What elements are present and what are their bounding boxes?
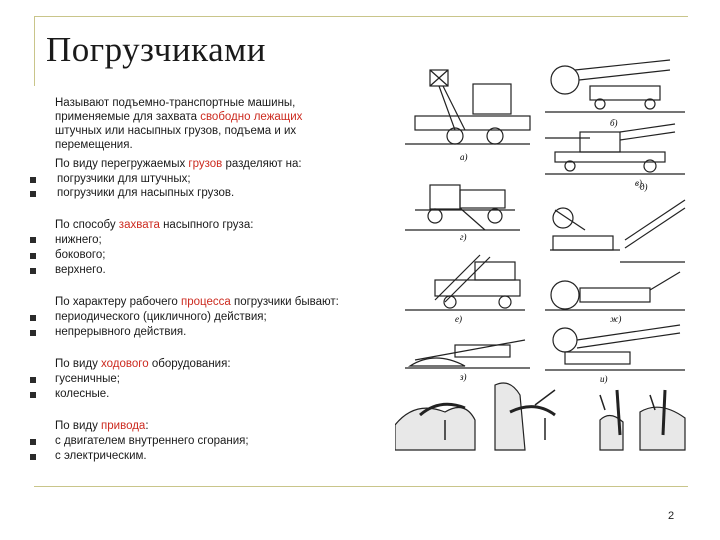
figure-label: д) xyxy=(640,182,648,192)
figure-label: б) xyxy=(610,118,618,128)
definition-line xyxy=(55,110,302,124)
loader-drawing-c xyxy=(545,124,685,174)
running-gear-heading xyxy=(55,357,231,371)
definition-highlight: свободно лежащих xyxy=(200,111,303,123)
bullet-marker xyxy=(30,439,36,445)
heading-text: насыпного груза: xyxy=(159,219,254,231)
figure-label: е) xyxy=(455,314,462,324)
loader-drawing-a xyxy=(405,70,530,144)
heading-highlight: ходового xyxy=(101,358,149,370)
loader-drawing-b xyxy=(545,60,685,112)
bullet-marker xyxy=(30,237,36,243)
heading-highlight: привода xyxy=(101,420,146,432)
heading-highlight: грузов xyxy=(188,158,223,170)
bullet-marker xyxy=(30,177,36,183)
list-item: погрузчики для насыпных грузов. xyxy=(57,187,235,199)
heading-highlight: захвата xyxy=(118,219,160,231)
list-item: с двигателем внутреннего сгорания; xyxy=(55,435,249,447)
loader-drawing-i xyxy=(545,325,685,370)
frame-top-line xyxy=(34,16,688,17)
frame-bottom-line xyxy=(34,486,688,487)
bullet-marker xyxy=(30,191,36,197)
grab-diagram-side xyxy=(495,383,555,450)
figure-label: ж) xyxy=(610,314,622,324)
page-number: 2 xyxy=(668,510,675,522)
heading-text: По виду xyxy=(55,358,102,370)
loader-drawing-d xyxy=(405,185,520,230)
figure-label: а) xyxy=(460,152,468,162)
loader-drawing-h xyxy=(405,340,530,368)
heading-text: По характеру рабочего xyxy=(55,296,182,308)
definition-line: Называют подъемно-транспортные машины, xyxy=(55,97,296,109)
heading-text: По виду xyxy=(55,420,102,432)
drive-heading xyxy=(55,419,149,433)
list-item: погрузчики для штучных; xyxy=(57,173,191,185)
list-item: верхнего. xyxy=(55,264,106,276)
list-item: с электрическим. xyxy=(55,450,147,462)
figure-label: г) xyxy=(460,232,467,242)
slide-title: Погрузчиками xyxy=(46,30,267,69)
definition-line: штучных или насыпных грузов, подъема и их xyxy=(55,125,297,137)
grab-diagram-top xyxy=(600,390,685,450)
grab-heading xyxy=(55,218,253,232)
definition-text-part: применяемые для захвата xyxy=(55,111,201,123)
grab-diagram-bottom xyxy=(395,404,475,450)
heading-text: разделяют на: xyxy=(222,158,302,170)
cargo-heading xyxy=(55,157,302,171)
heading-text: оборудования: xyxy=(148,358,231,370)
heading-highlight: процесса xyxy=(181,296,231,308)
definition-line: перемещения. xyxy=(55,139,133,151)
bullet-marker xyxy=(30,392,36,398)
bullet-marker xyxy=(30,253,36,259)
loader-drawing-g xyxy=(545,272,685,310)
process-heading xyxy=(55,295,339,309)
loader-drawing-e xyxy=(550,200,685,262)
heading-text: По виду перегружаемых xyxy=(55,158,189,170)
bullet-marker xyxy=(30,377,36,383)
list-item: бокового; xyxy=(55,249,106,261)
figure-label: в) xyxy=(635,178,642,188)
heading-text: : xyxy=(145,420,149,432)
bullet-marker xyxy=(30,330,36,336)
frame-vertical-line xyxy=(34,16,35,86)
list-item: периодического (цикличного) действия; xyxy=(55,311,267,323)
list-item: нижнего; xyxy=(55,234,102,246)
heading-text: По способу xyxy=(55,219,119,231)
bullet-marker xyxy=(30,454,36,460)
list-item: непрерывного действия. xyxy=(55,326,187,338)
loader-diagrams xyxy=(395,40,695,460)
loader-drawing-f xyxy=(405,255,525,310)
list-item: колесные. xyxy=(55,388,110,400)
list-item: гусеничные; xyxy=(55,373,120,385)
definition-text xyxy=(55,96,302,152)
bullet-marker xyxy=(30,315,36,321)
heading-text: погрузчики бывают: xyxy=(230,296,339,308)
figure-label: з) xyxy=(460,372,467,382)
bullet-marker xyxy=(30,268,36,274)
figure-label: и) xyxy=(600,374,608,384)
